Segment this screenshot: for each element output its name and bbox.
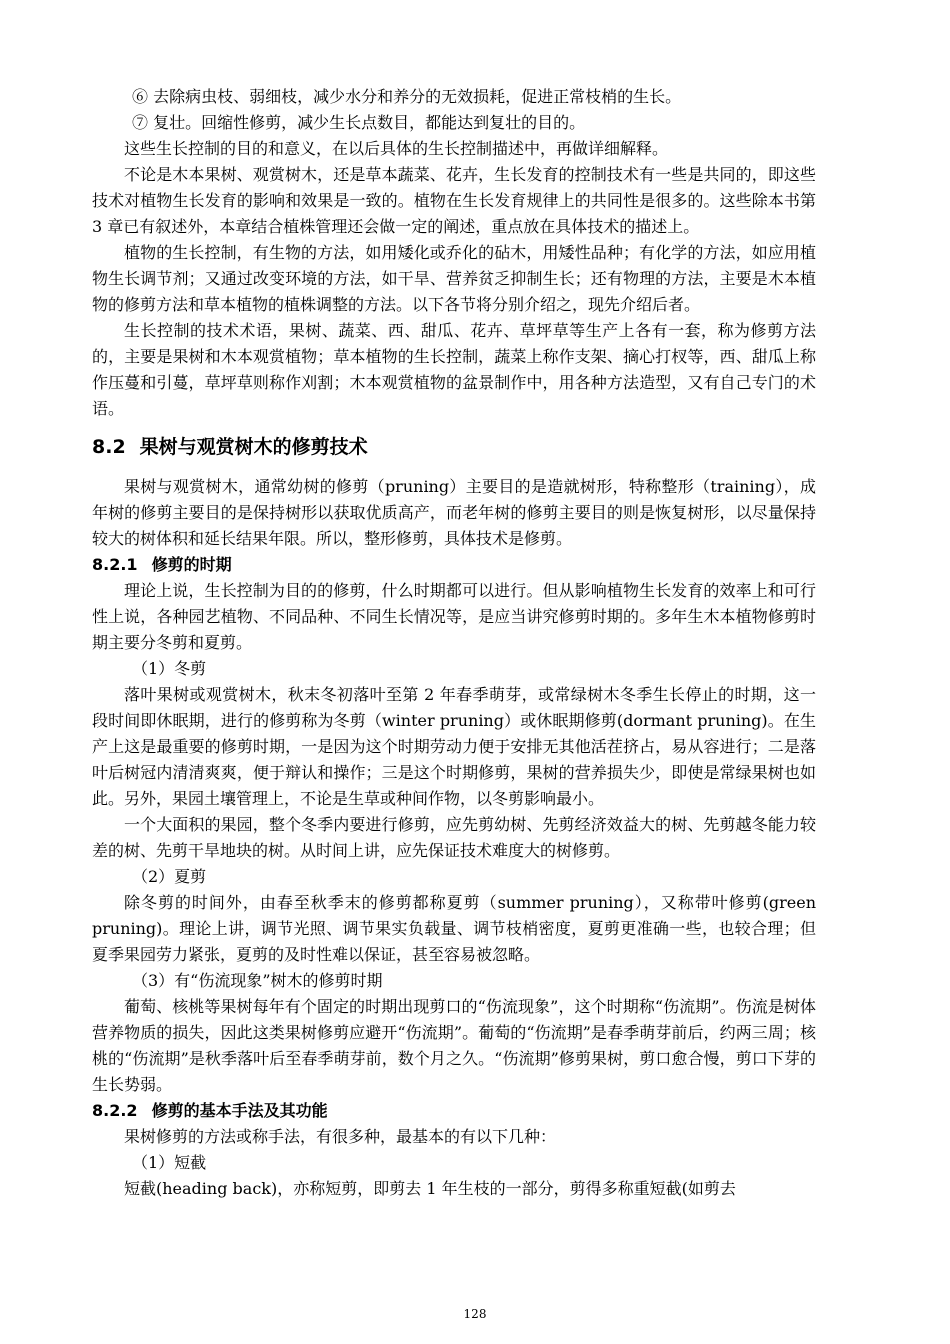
paragraph: 理论上说，生长控制为目的的修剪，什么时期都可以进行。但从影响植物生长发育的效率上和可行性上说，各种园艺植物、不同品种、不同生长情况等，是应当讲究修剪时期的。多年生木本植物修剪时期主要分冬剪和夏剪。 [92, 581, 816, 652]
page-number: 128 [463, 1307, 487, 1321]
paragraph: 短截(heading back)，亦称短剪，即剪去 1 年生枝的一部分，剪得多称重短截(如剪去 [124, 1179, 736, 1198]
paragraph-item-6: ⑥ 去除病虫枝、弱细枝，减少水分和养分的无效损耗，促进正常枝梢的生长。 [132, 87, 682, 106]
paragraph: 果树与观赏树木，通常幼树的修剪（pruning）主要目的是造就树形，特称整形（training），成年树的修剪主要目的是保持树形以获取优质高产，而老年树的修剪主要目的则是恢复树形，以尽量保持较大的树体积和延长结果年限。所以，整形修剪，具体技术是修剪。 [92, 477, 816, 548]
item-label-bleeding-period: （3）有“伤流现象”树木的修剪时期 [132, 971, 383, 990]
subsection-title: 修剪的时期 [151, 555, 232, 574]
paragraph-item-7: ⑦ 复壮。回缩性修剪，减少生长点数目，都能达到复壮的目的。 [132, 113, 586, 132]
paragraph: 一个大面积的果园，整个冬季内要进行修剪，应先剪幼树、先剪经济效益大的树、先剪越冬能力较差的树、先剪干旱地块的树。从时间上讲，应先保证技术难度大的树修剪。 [92, 815, 816, 860]
document-page [92, 84, 816, 1202]
section-title: 果树与观赏树木的修剪技术 [139, 436, 368, 458]
subsection-heading-8-2-2 [92, 1098, 816, 1124]
paragraph: 这些生长控制的目的和意义，在以后具体的生长控制描述中，再做详细解释。 [124, 139, 669, 158]
subsection-number: 8.2.2 [92, 1101, 138, 1120]
section-heading-8-2 [92, 434, 816, 460]
paragraph: 植物的生长控制，有生物的方法，如用矮化或乔化的砧木，用矮性品种；有化学的方法，如应用植物生长调节剂；又通过改变环境的方法，如干旱、营养贫乏抑制生长；还有物理的方法，主要是木本植物的修剪方法和草本植物的植株调整的方法。以下各节将分别介绍之，现先介绍后者。 [92, 243, 816, 314]
subsection-title: 修剪的基本手法及其功能 [151, 1101, 328, 1120]
paragraph: 除冬剪的时间外，由春至秋季末的修剪都称夏剪（summer pruning），又称带叶修剪(green pruning)。理论上讲，调节光照、调节果实负载量、调节枝梢密度，夏剪更准确一些，也较合理；但夏季果园劳力紧张，夏剪的及时性难以保证，甚至容易被忽略。 [92, 893, 816, 964]
subsection-number: 8.2.1 [92, 555, 138, 574]
item-label-summer-pruning: （2）夏剪 [132, 867, 207, 886]
paragraph: 果树修剪的方法或称手法，有很多种，最基本的有以下几种： [124, 1127, 557, 1146]
paragraph: 不论是木本果树、观赏树木，还是草本蔬菜、花卉，生长发育的控制技术有一些是共同的，即这些技术对植物生长发育的影响和效果是一致的。植物在生长发育规律上的共同性是很多的。这些除本书第 3 章已有叙述外，本章结合植株管理还会做一定的阐述，重点放在具体技术的描述上。 [92, 165, 816, 236]
subsection-heading-8-2-1 [92, 552, 816, 578]
paragraph: 生长控制的技术术语，果树、蔬菜、西、甜瓜、花卉、草坪草等生产上各有一套，称为修剪方法的，主要是果树和木本观赏植物；草本植物的生长控制，蔬菜上称作支架、摘心打杈等，西、甜瓜上称作压蔓和引蔓，草坪草则称作刈割；木本观赏植物的盆景制作中，用各种方法造型，又有自己专门的术语。 [92, 321, 816, 418]
paragraph: 葡萄、核桃等果树每年有个固定的时期出现剪口的“伤流现象”，这个时期称“伤流期”。伤流是树体营养物质的损失，因此这类果树修剪应避开“伤流期”。葡萄的“伤流期”是春季萌芽前后，约两三周；核桃的“伤流期”是秋季落叶后至春季萌芽前，数个月之久。“伤流期”修剪果树，剪口愈合慢，剪口下芽的生长势弱。 [92, 997, 816, 1094]
section-number: 8.2 [92, 436, 126, 458]
item-label-heading-back: （1）短截 [132, 1153, 207, 1172]
paragraph: 落叶果树或观赏树木，秋末冬初落叶至第 2 年春季萌芽，或常绿树木冬季生长停止的时期，这一段时间即休眠期，进行的修剪称为冬剪（winter pruning）或休眠期修剪(dormant pruning)。在生产上这是最重要的修剪时期，一是因为这个时期劳动力便于安排无其他活茬挤占，易从容进行；二是落叶后树冠内清清爽爽，便于辩认和操作；三是这个时期修剪，果树的营养损失少，即使是常绿果树也如此。另外，果园土壤管理上，不论是生草或种间作物，以冬剪影响最小。 [92, 685, 816, 808]
item-label-winter-pruning: （1）冬剪 [132, 659, 207, 678]
